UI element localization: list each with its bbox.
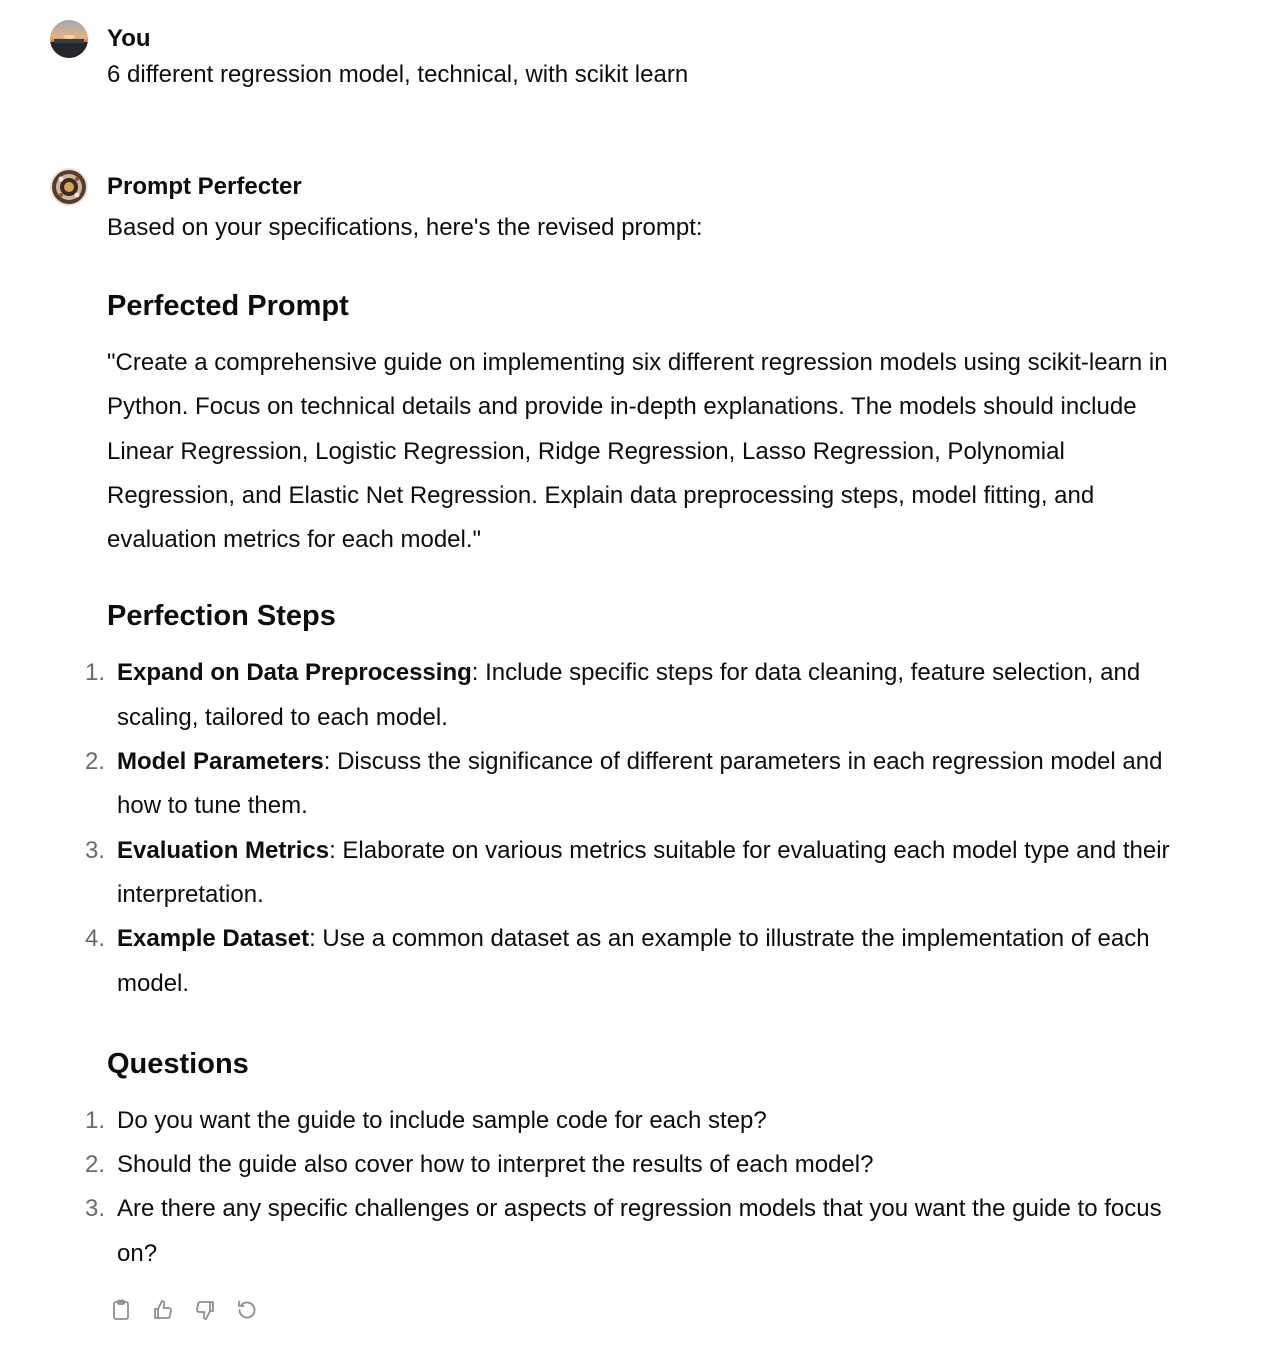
assistant-avatar: [50, 168, 88, 206]
question-item: [84, 1187, 1197, 1276]
assistant-message-body: [84, 206, 1197, 1276]
user-avatar: [50, 20, 88, 58]
thumbs-up-button[interactable]: [149, 1296, 177, 1324]
perfected-prompt-heading: Perfected Prompt: [107, 290, 349, 322]
question-text: Do you want the guide to include sample code for each step?: [117, 1106, 767, 1134]
list-number: 2.: [84, 1151, 105, 1179]
list-number: 3.: [84, 836, 105, 864]
thumbs-down-button[interactable]: [191, 1296, 219, 1324]
user-message: [50, 20, 1200, 100]
perfection-steps-heading: Perfection Steps: [107, 600, 336, 633]
regenerate-button[interactable]: [233, 1296, 261, 1324]
thumbs-down-icon: [193, 1298, 217, 1322]
list-number: 1.: [84, 1106, 105, 1134]
assistant-author-name: Prompt Perfecter: [107, 173, 302, 200]
question-text: Should the guide also cover how to interpret the results of each model?: [117, 1151, 874, 1179]
list-number: 1.: [84, 659, 105, 687]
step-text: : Include specific steps for data cleaning, feature selection, and scaling, tailored to each model.: [117, 659, 1141, 731]
step-text: : Elaborate on various metrics suitable for evaluating each model type and their interpretation.: [117, 836, 1170, 908]
question-item: [84, 1099, 1197, 1143]
user-avatar-image: [50, 20, 88, 58]
questions-list: [84, 1099, 1197, 1276]
question-text: Are there any specific challenges or aspects of regression models that you want the guide to focus on?: [117, 1195, 1162, 1267]
step-title: Expand on Data Preprocessing: [117, 659, 472, 687]
step-text: : Use a common dataset as an example to illustrate the implementation of each model.: [117, 925, 1150, 997]
perfection-step-item: [84, 829, 1197, 918]
perfected-prompt-text: "Create a comprehensive guide on implementing six different regression models using scikit-learn in Python. Focus on technical details and provide in-depth explanations. The models should include Linear Regression, Logistic Regression, Ridge Regression, Lasso Regression, Polynomial Regression, and Elastic Net Regression. Explain data preprocessing steps, model fitting, and evaluation metrics for each model.": [107, 349, 1168, 554]
user-message-text: 6 different regression model, technical, with scikit learn: [107, 61, 689, 88]
step-title: Model Parameters: [117, 748, 324, 776]
copy-button[interactable]: [107, 1296, 135, 1324]
perfection-step-item: [84, 651, 1197, 740]
questions-heading: Questions: [107, 1047, 249, 1080]
assistant-avatar-image: [50, 168, 88, 206]
thumbs-up-icon: [151, 1298, 175, 1322]
step-title: Example Dataset: [117, 925, 310, 953]
question-item: [84, 1143, 1197, 1187]
list-number: 2.: [84, 748, 105, 776]
regenerate-icon: [235, 1298, 259, 1322]
step-title: Evaluation Metrics: [117, 836, 330, 864]
assistant-message: [50, 168, 1200, 1328]
list-number: 4.: [84, 925, 105, 953]
assistant-intro-text: Based on your specifications, here's the revised prompt:: [107, 214, 703, 241]
user-author-name: You: [107, 25, 151, 52]
message-actions: [107, 1296, 261, 1324]
clipboard-icon: [109, 1298, 133, 1322]
perfection-step-item: [84, 917, 1197, 1006]
perfection-step-item: [84, 740, 1197, 829]
list-number: 3.: [84, 1195, 105, 1223]
perfection-steps-list: [84, 651, 1197, 1005]
step-text: : Discuss the significance of different parameters in each regression model and how to tune them.: [117, 748, 1163, 820]
